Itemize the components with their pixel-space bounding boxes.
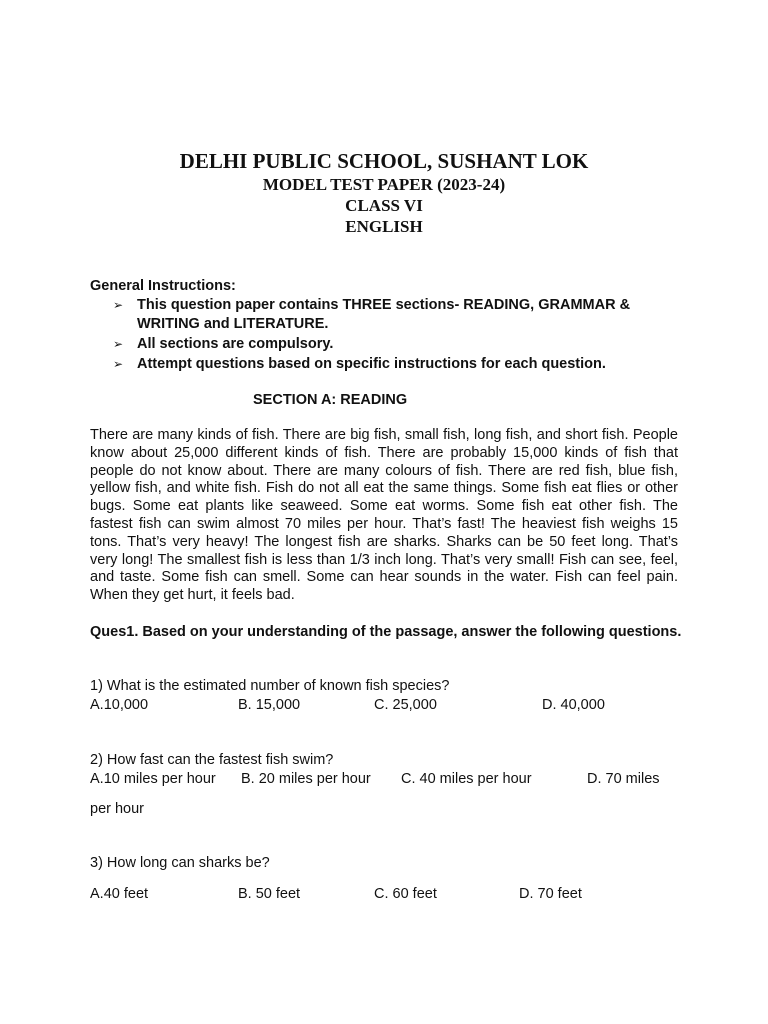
question-text: 2) How fast can the fastest fish swim? [90, 752, 334, 768]
class-name: CLASS VI [345, 196, 423, 215]
instruction-item [90, 296, 690, 334]
option-b: B. 15,000 [238, 697, 301, 713]
option-b: B. 20 miles per hour [241, 771, 371, 787]
subject-name: ENGLISH [345, 217, 423, 236]
instruction-item [90, 355, 690, 374]
question-text: 1) What is the estimated number of known fish species? [90, 678, 450, 694]
question-text: 3) How long can sharks be? [90, 855, 270, 871]
option-c: C. 25,000 [374, 697, 437, 713]
instruction-text: All sections are compulsory. [137, 336, 334, 352]
reading-passage: There are many kinds of fish. There are big fish, small fish, long fish, and short fish. People know about 25,000 different kinds of fish. There are probably 15,000 kinds of fish that people do not know about. There are many colours of fish. There are red fish, blue fish, yellow fish, and white fish. Fish do not all eat the same things. Some fish eat flies or other bugs. Some eat plants like seaweed. Some eat worms. Some fish eat other fish. The fastest fish can swim almost 70 miles per hour. That’s fast! The heaviest fish weighs 15 tons. That’s very heavy! The longest fish are sharks. Sharks can be 50 feet long. That’s very long! The smallest fish is less than 1/3 inch long. That’s very small! Fish can see, feel, and taste. Some fish can smell. Some can hear sounds in the water. Fish can feel pain. When they get hurt, it feels bad. [90, 427, 678, 604]
arrow-bullet-icon: ➢ [113, 337, 124, 351]
option-c: C. 60 feet [374, 886, 437, 902]
section-a-title: SECTION A: READING [253, 392, 408, 408]
arrow-bullet-icon: ➢ [113, 357, 124, 371]
option-a: A.40 feet [90, 886, 149, 902]
school-name: DELHI PUBLIC SCHOOL, SUSHANT LOK [179, 149, 589, 173]
option-a: A.10 miles per hour [90, 771, 216, 787]
arrow-bullet-icon: ➢ [113, 298, 124, 312]
option-d: D. 70 feet [519, 886, 582, 902]
paper-header [0, 148, 768, 237]
option-b: B. 50 feet [238, 886, 301, 902]
instructions-list [90, 296, 690, 374]
question-1-prompt: Ques1. Based on your understanding of the passage, answer the following questions. [90, 624, 682, 640]
option-d: D. 40,000 [542, 697, 605, 713]
option-c: C. 40 miles per hour [401, 771, 532, 787]
instruction-text: Attempt questions based on specific instructions for each question. [137, 356, 606, 372]
instructions-title: General Instructions: [90, 278, 236, 294]
instruction-item [90, 335, 690, 354]
paper-title: MODEL TEST PAPER (2023-24) [262, 175, 506, 194]
option-a: A.10,000 [90, 697, 149, 713]
general-instructions [90, 276, 690, 375]
instruction-text: This question paper contains THREE sections- READING, GRAMMAR & WRITING and LITERATURE. [137, 297, 631, 332]
option-d: D. 70 miles [587, 771, 660, 787]
option-d-continued: per hour [90, 801, 145, 817]
